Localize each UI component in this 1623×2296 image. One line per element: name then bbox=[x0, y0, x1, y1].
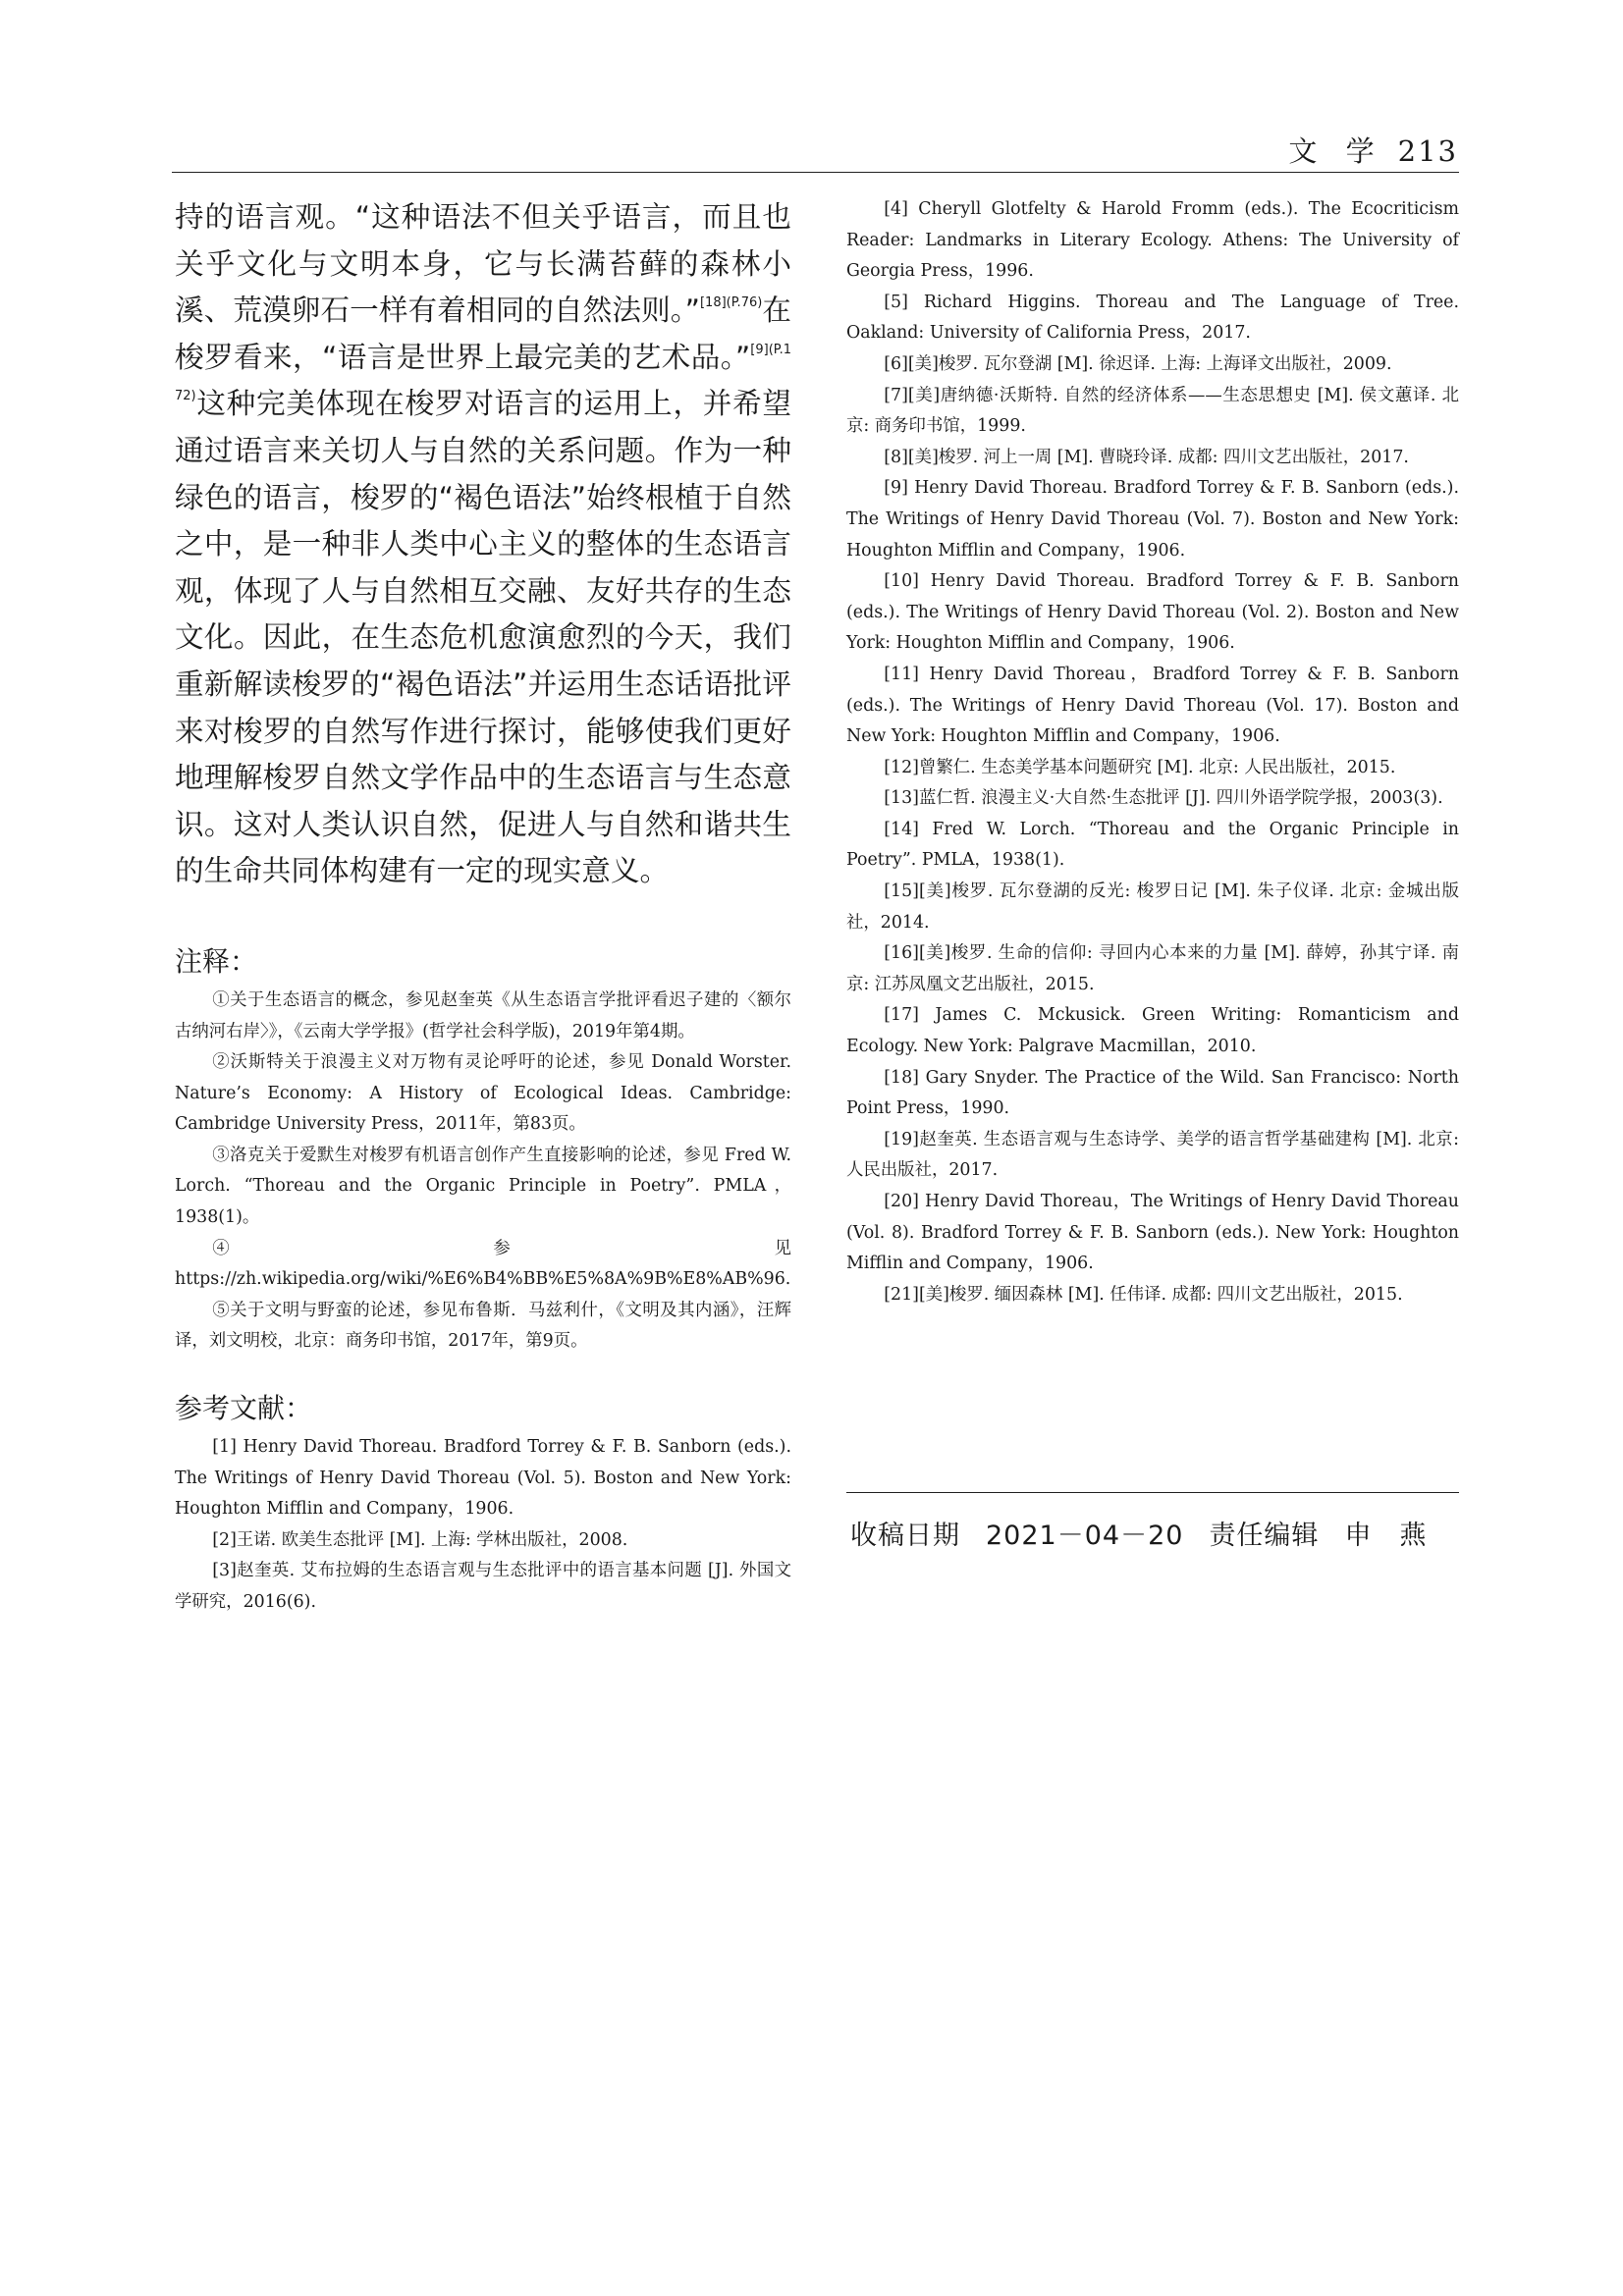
reference-item: [1] Henry David Thoreau. Bradford Torrey & F. B. Sanborn (eds.). The Writings of Henry David Thoreau (Vol. 5). Boston and New York: Houghton Mifflin and Company，1906. bbox=[175, 1437, 791, 1520]
reference-item: [13]蓝仁哲. 浪漫主义·大自然·生态批评 [J]. 四川外语学院学报，2003(3). bbox=[884, 788, 1443, 809]
left-column bbox=[175, 194, 791, 1619]
running-head bbox=[1288, 130, 1458, 170]
body-text-1: 持的语言观。“这种语法不但关乎语言，而且也关乎文化与文明本身，它与长满苔藓的森林小溪、荒漠卵石一样有着相同的自然法则。” bbox=[175, 200, 791, 328]
reference-item: [14] Fred W. Lorch. “Thoreau and the Organic Principle in Poetry”. PMLA，1938(1). bbox=[846, 819, 1459, 871]
body-text-2: 在梭罗看来，“语言是世界上最完美的艺术品。” bbox=[175, 294, 792, 374]
reference-item: [8][美]梭罗. 河上一周 [M]. 曹晓玲译. 成都: 四川文艺出版社，2017. bbox=[884, 447, 1409, 467]
notes-heading: 注释： bbox=[175, 944, 258, 978]
reference-item: [6][美]梭罗. 瓦尔登湖 [M]. 徐迟译. 上海: 上海译文出版社，2009. bbox=[884, 353, 1392, 374]
note-item: ⑤关于文明与野蛮的论述，参见布鲁斯．马兹利什，《文明及其内涵》，汪辉译，刘文明校，北京：商务印书馆，2017年，第9页。 bbox=[175, 1300, 791, 1352]
note-item: ①关于生态语言的概念，参见赵奎英《从生态语言学批评看迟子建的〈额尔古纳河右岸〉》，《云南大学学报》(哲学社会科学版)，2019年第4期。 bbox=[175, 989, 791, 1041]
body-paragraph bbox=[175, 194, 791, 895]
body-text-3: 这种完美体现在梭罗对语言的运用上，并希望通过语言来关切人与自然的关系问题。作为一种绿色的语言，梭罗的“褐色语法”始终根植于自然之中，是一种非人类中心主义的整体的生态语言观，体现了人与自然相互交融、友好共存的生态文化。因此，在生态危机愈演愈烈的今天，我们重新解读梭罗的“褐色语法”并运用生态话语批评来对梭罗的自然写作进行探讨，能够使我们更好地理解梭罗自然文学作品中的生态语言与生态意识。这对人类认识自然，促进人与自然和谐共生的生命共同体构建有一定的现实意义。 bbox=[175, 387, 791, 888]
reference-item: [4] Cheryll Glotfelty & Harold Fromm (eds.). The Ecocriticism Reader: Landmarks in Literary Ecology. Athens: The University of Georgia Press，1996. bbox=[846, 199, 1459, 282]
reference-item: [15][美]梭罗. 瓦尔登湖的反光: 梭罗日记 [M]. 朱子仪译. 北京: 金城出版社，2014. bbox=[846, 881, 1459, 933]
reference-item: [16][美]梭罗. 生命的信仰: 寻回内心本来的力量 [M]. 薛婷，孙其宁译. 南京: 江苏凤凰文艺出版社，2015. bbox=[846, 943, 1459, 994]
reference-item: [3]赵奎英. 艾布拉姆的生态语言观与生态批评中的语言基本问题 [J]. 外国文学研究，2016(6). bbox=[175, 1561, 791, 1612]
reference-item: [2]王诺. 欧美生态批评 [M]. 上海: 学林出版社，2008. bbox=[212, 1529, 628, 1550]
reference-item: [18] Gary Snyder. The Practice of the Wild. San Francisco: North Point Press，1990. bbox=[846, 1067, 1459, 1119]
notes-list bbox=[175, 986, 791, 1358]
citation-superscript: [18](P.76) bbox=[699, 295, 763, 311]
section-title: 文 学 bbox=[1288, 134, 1384, 168]
references-list-right bbox=[846, 194, 1459, 1310]
citation-superscript: [9](P.172) bbox=[175, 342, 791, 404]
right-column bbox=[846, 194, 1459, 1310]
note-item: ④参见 https://zh.wikipedia.org/wiki/%E6%B4%BB%E5%8A%9B%E8%AB%96. bbox=[175, 1238, 791, 1290]
reference-item: [5] Richard Higgins. Thoreau and The Language of Tree. Oakland: University of California Press，2017. bbox=[846, 292, 1459, 344]
reference-item: [10] Henry David Thoreau. Bradford Torrey & F. B. Sanborn (eds.). The Writings of Henry David Thoreau (Vol. 2). Boston and New York: Houghton Mifflin and Company，1906. bbox=[846, 571, 1459, 654]
received-label: 收稿日期 bbox=[850, 1521, 960, 1551]
reference-item: [9] Henry David Thoreau. Bradford Torrey & F. B. Sanborn (eds.). The Writings of Henry David Thoreau (Vol. 7). Boston and New York: Houghton Mifflin and Company，1906. bbox=[846, 478, 1459, 561]
editor-name: 申 燕 bbox=[1344, 1521, 1428, 1551]
received-line bbox=[850, 1514, 1427, 1552]
references-heading: 参考文献： bbox=[175, 1392, 313, 1425]
received-date: 2021－04－20 bbox=[986, 1521, 1184, 1551]
reference-item: [11] Henry David Thoreau，Bradford Torrey & F. B. Sanborn (eds.). The Writings of Henry David Thoreau (Vol. 17). Boston and New York: Houghton Mifflin and Company，1906. bbox=[846, 664, 1459, 747]
note-item: ③洛克关于爱默生对梭罗有机语言创作产生直接影响的论述，参见 Fred W. Lorch. “Thoreau and the Organic Principle in Poetry”. PMLA，1938(1)。 bbox=[175, 1145, 791, 1228]
reference-item: [21][美]梭罗. 缅因森林 [M]. 任伟译. 成都: 四川文艺出版社，2015. bbox=[884, 1284, 1403, 1305]
reference-item: [20] Henry David Thoreau，The Writings of Henry David Thoreau (Vol. 8). Bradford Torrey & F. B. Sanborn (eds.). New York: Houghton Mifflin and Company，1906. bbox=[846, 1192, 1459, 1274]
header-rule bbox=[172, 172, 1459, 173]
reference-item: [12]曾繁仁. 生态美学基本问题研究 [M]. 北京: 人民出版社，2015. bbox=[884, 757, 1396, 777]
editor-label: 责任编辑 bbox=[1209, 1521, 1320, 1551]
page-number: 213 bbox=[1397, 134, 1458, 168]
footer-rule bbox=[846, 1492, 1459, 1493]
reference-item: [19]赵奎英. 生态语言观与生态诗学、美学的语言哲学基础建构 [M]. 北京: 人民出版社，2017. bbox=[846, 1129, 1459, 1181]
references-list-left bbox=[175, 1432, 791, 1619]
note-item: ②沃斯特关于浪漫主义对万物有灵论呼吁的论述，参见 Donald Worster. Nature’s Economy: A History of Ecological Ideas. Cambridge: Cambridge University Press，2011年，第83页。 bbox=[175, 1052, 791, 1135]
reference-item: [7][美]唐纳德·沃斯特. 自然的经济体系——生态思想史 [M]. 侯文蕙译. 北京: 商务印书馆，1999. bbox=[846, 385, 1459, 437]
reference-item: [17] James C. Mckusick. Green Writing: Romanticism and Ecology. New York: Palgrave Macmillan，2010. bbox=[846, 1005, 1459, 1057]
